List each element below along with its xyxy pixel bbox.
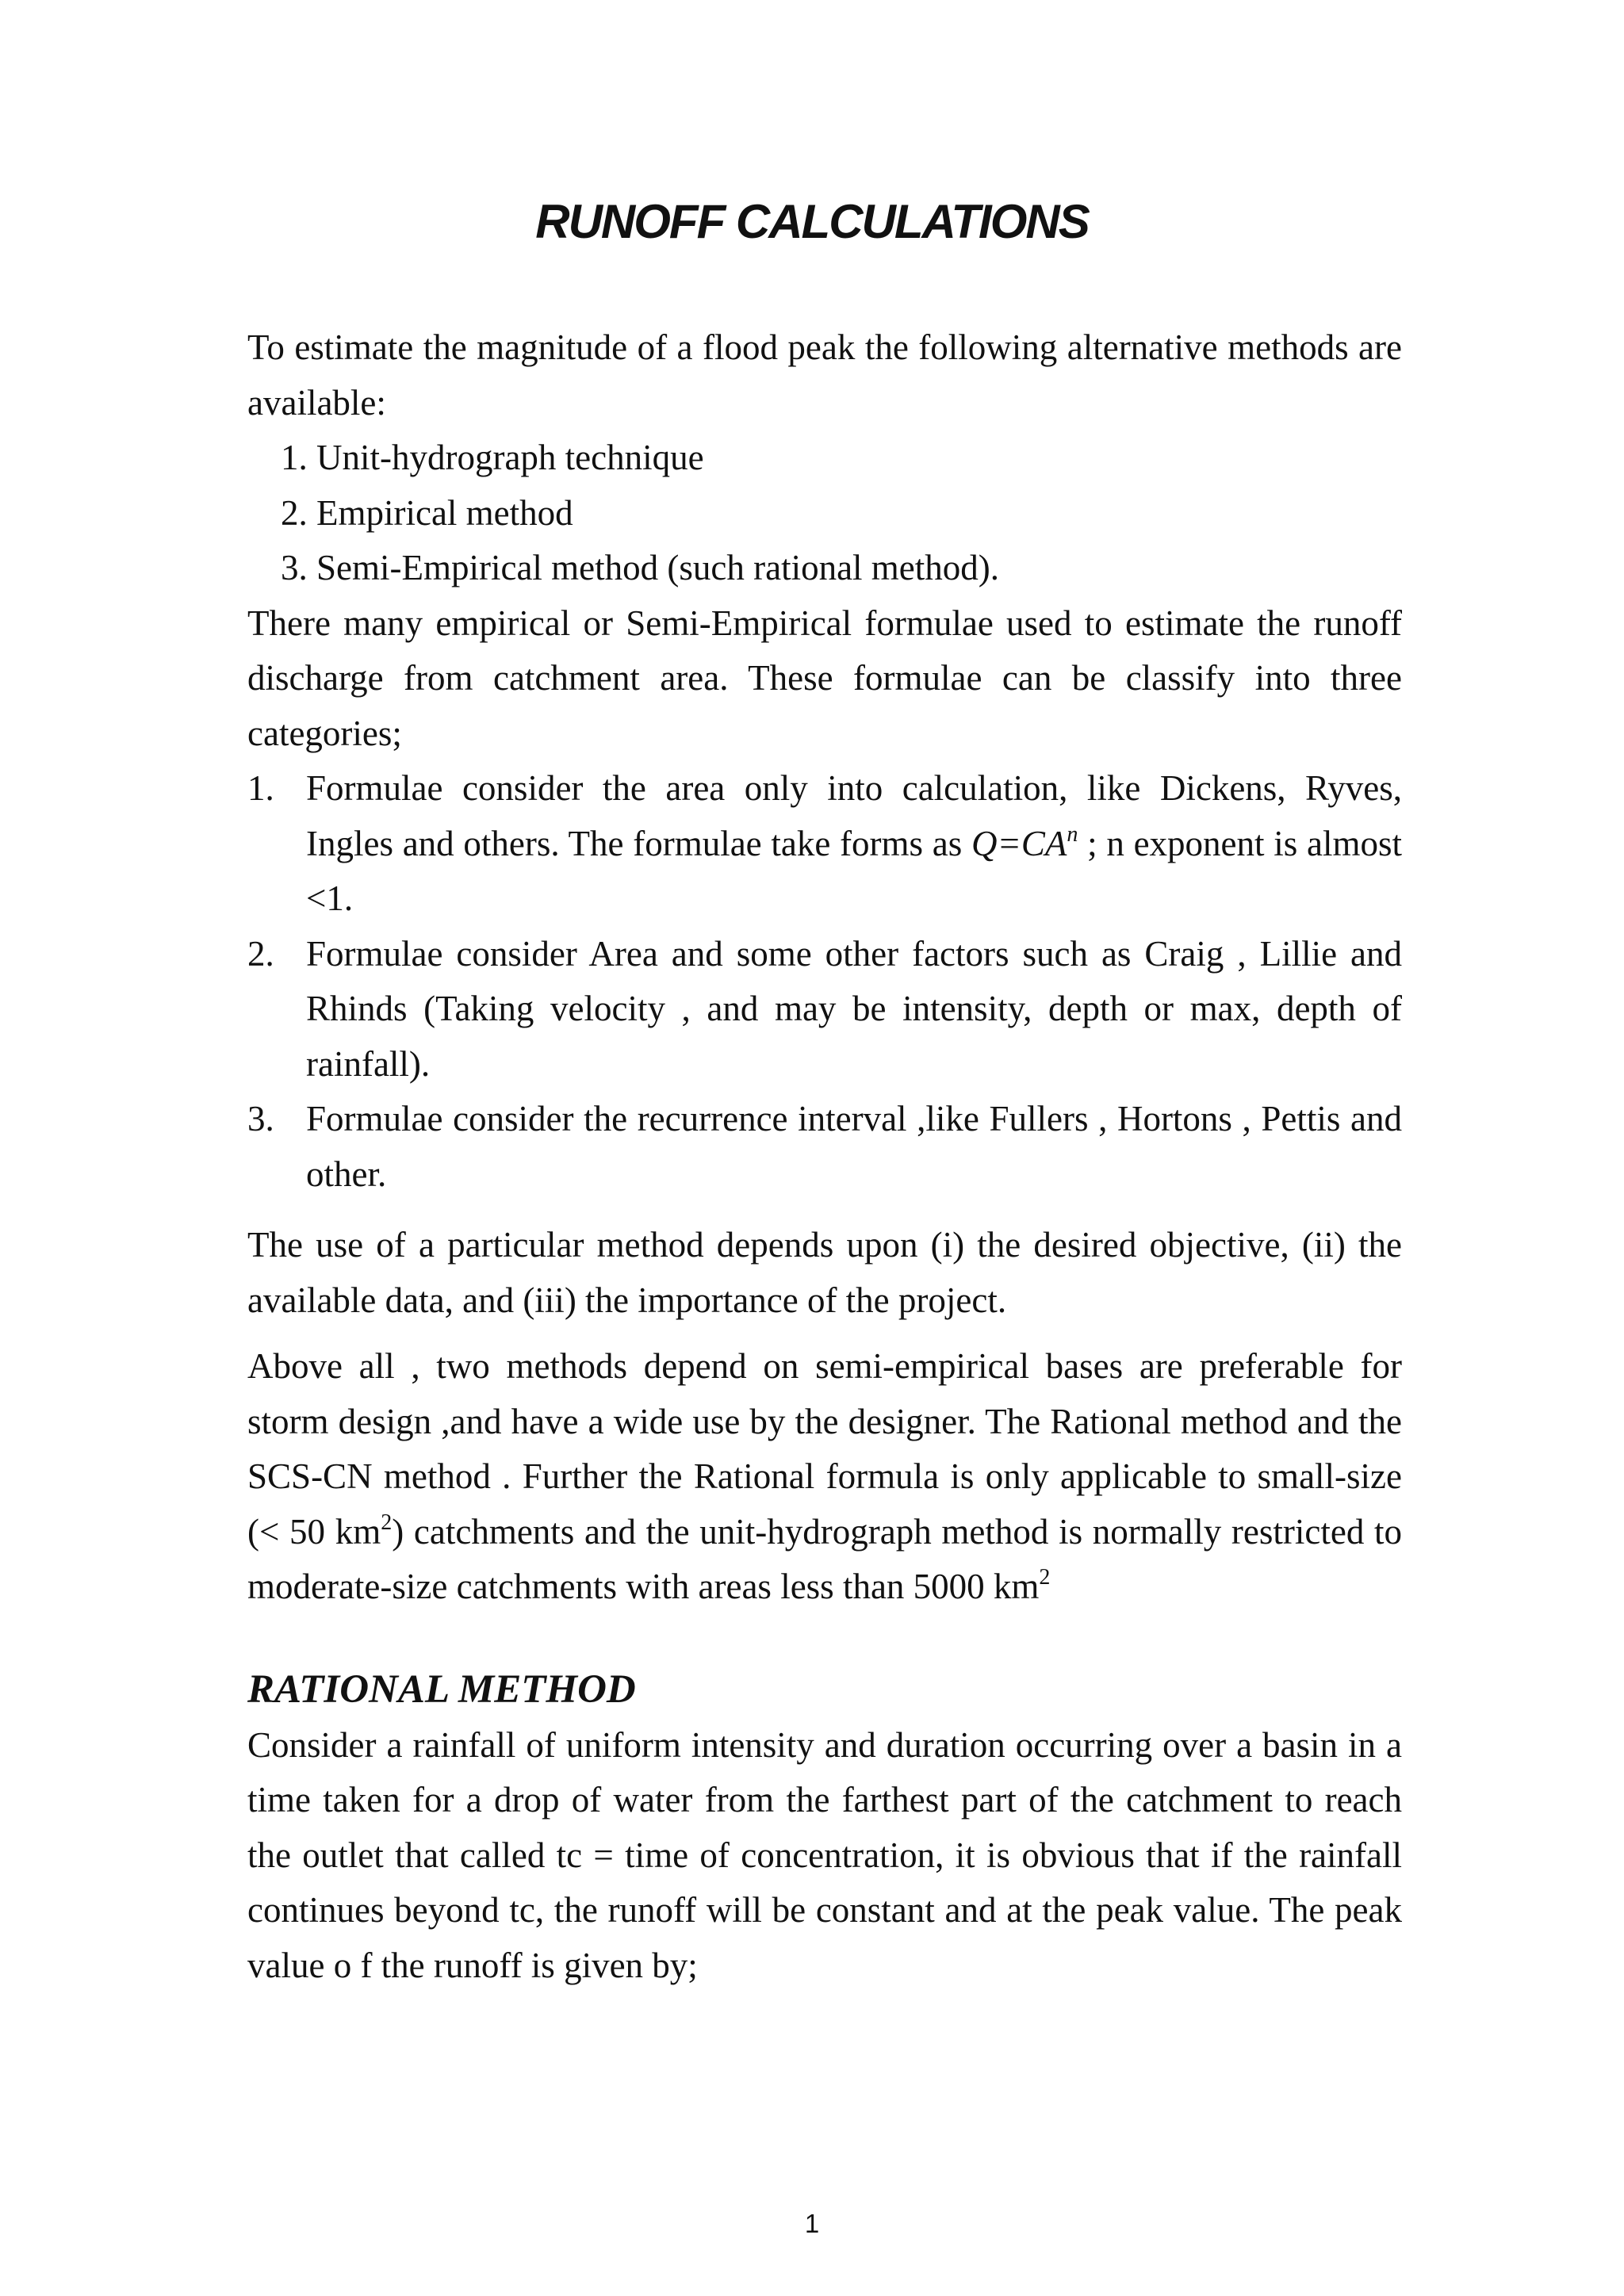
list-item bbox=[247, 1092, 1402, 1202]
list-item: 3. Semi-Empirical method (such rational method). bbox=[281, 548, 1000, 587]
list-item bbox=[247, 761, 1402, 927]
list-item bbox=[247, 927, 1402, 1093]
page-number: 1 bbox=[804, 2209, 820, 2238]
methods-list bbox=[247, 430, 1402, 596]
document-body bbox=[247, 320, 1402, 1993]
formulae-intro-paragraph: There many empirical or Semi-Empirical formulae used to estimate the runoff discharge from catchment area. These formulae can be classify into three categories; bbox=[247, 603, 1402, 753]
list-text: Formulae consider the recurrence interval ,like Fullers , Hortons , Pettis and other. bbox=[306, 1099, 1402, 1194]
method-choice-paragraph: The use of a particular method depends upon (i) the desired objective, (ii) the available data, and (iii) the importance of the project. bbox=[247, 1225, 1402, 1320]
preferable-methods-paragraph: Above all , two methods depend on semi-empirical bases are preferable for storm design ,and have a wide use by the designer. The Rational method and the SCS-CN method . Further the Rational formula is only applicable to small-size (< 50 $km^2$) catchments and the unit-hydrograph method is normally restricted to moderate-size catchments with areas less than 5000 $km^2$ bbox=[247, 1346, 1402, 1606]
list-number: 2. bbox=[247, 933, 274, 974]
list-number: 1. bbox=[247, 768, 274, 808]
list-text: Formulae consider the area only into calculation, like Dickens, Ryves, Ingles and others. The formulae take forms as $Q=CA^n$ ; n exponent is almost <1. bbox=[306, 768, 1402, 918]
list-item: 1. Unit-hydrograph technique bbox=[281, 438, 704, 477]
rational-method-paragraph: Consider a rainfall of uniform intensity and duration occurring over a basin in a time taken for a drop of water from the farthest part of the catchment to reach the outlet that called tc = time of concentration, it is obvious that if the rainfall continues beyond tc, the runoff will be constant and at the peak value. The peak value o f the runoff is given by; bbox=[247, 1724, 1402, 1985]
page-title: RUNOFF CALCULATIONS bbox=[535, 195, 1089, 248]
list-item: 2. Empirical method bbox=[281, 492, 573, 533]
formula: $Q=CA^n$ bbox=[971, 821, 1078, 863]
list-text: Formulae consider Area and some other factors such as Craig , Lillie and Rhinds (Taking velocity , and may be intensity, depth or max, depth of rainfall). bbox=[306, 933, 1402, 1084]
categories-list bbox=[247, 761, 1402, 1202]
section-heading-rational-method: RATIONAL METHOD bbox=[247, 1667, 636, 1712]
list-number: 3. bbox=[247, 1099, 274, 1138]
intro-paragraph: To estimate the magnitude of a flood peak the following alternative methods are available: bbox=[247, 327, 1402, 423]
